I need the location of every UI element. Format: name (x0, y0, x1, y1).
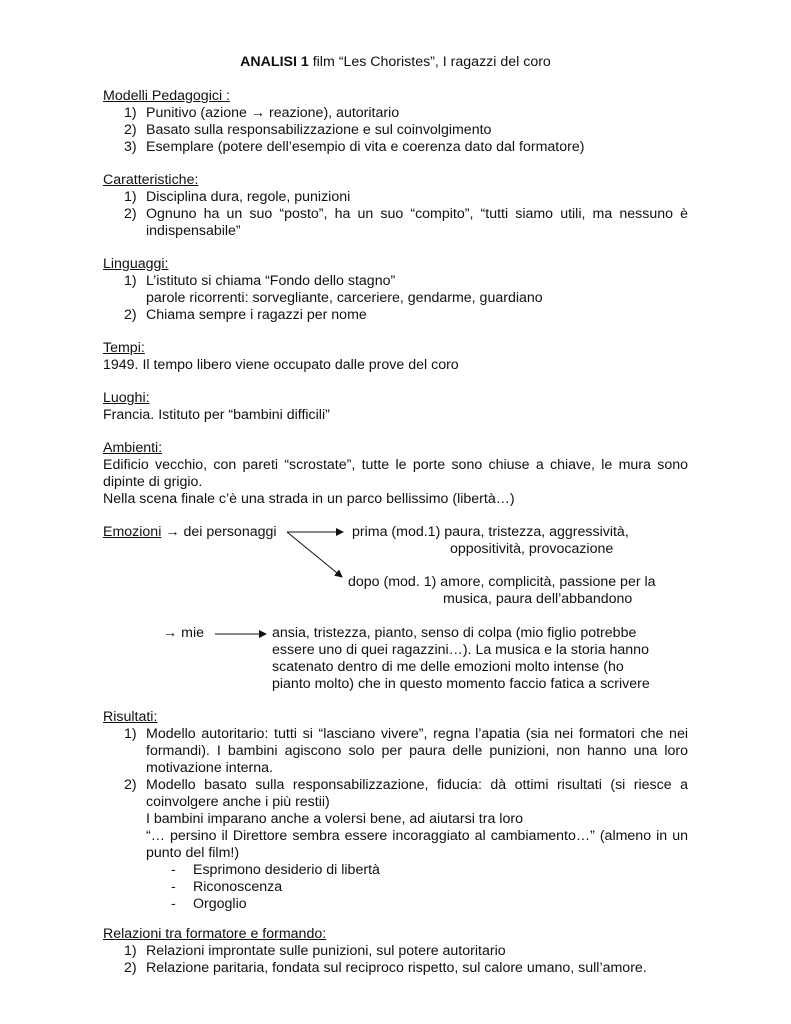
list-item (103, 960, 688, 977)
list-item (103, 307, 688, 324)
dash-marker: - (171, 879, 176, 895)
item-number: 2) (124, 206, 137, 222)
modelli-heading: Modelli Pedagogici : (103, 88, 230, 104)
item-number: 1) (124, 189, 137, 205)
item-text: Relazione paritaria, fondata sul reciproco rispetto, sul calore umano, sull’amore. (146, 960, 647, 976)
dash-text: Orgoglio (193, 896, 247, 912)
linguaggi-heading: Linguaggi: (103, 256, 169, 272)
item-text: Basato sulla responsabilizzazione e sul coinvolgimento (146, 122, 492, 138)
emozioni-dopo-1: dopo (mod. 1) amore, complicità, passione per la (348, 574, 656, 590)
emozioni-mie-line (163, 625, 204, 642)
list-item (103, 122, 688, 139)
dash-text: Riconoscenza (193, 879, 283, 895)
list-item (103, 273, 688, 290)
list-item (103, 189, 688, 206)
dash-item (171, 879, 688, 896)
item-number: 3) (124, 139, 137, 155)
section-linguaggi (103, 256, 688, 324)
ambienti-text-2: Nella scena finale c’è una strada in un parco bellissimo (libertà…) (103, 491, 515, 507)
item-number: 1) (124, 943, 137, 959)
tempi-text: 1949. Il tempo libero viene occupato dalle prove del coro (103, 357, 459, 373)
tempi-heading: Tempi: (103, 340, 145, 356)
relazioni-heading: Relazioni tra formatore e formando: (103, 926, 327, 942)
emozioni-prima-1: prima (mod.1) paura, tristezza, aggressività, (352, 524, 629, 540)
section-caratteristiche (103, 172, 688, 240)
list-item (103, 105, 688, 122)
item-subtext: “… persino il Direttore sembra essere incoraggiato al cambiamento…” (almeno in un punto del film!) (146, 828, 688, 861)
section-tempi (103, 340, 688, 374)
dash-list (171, 862, 688, 913)
dash-item (171, 862, 688, 879)
emozioni-mie-text: ansia, tristezza, pianto, senso di colpa (mio figlio potrebbe essere uno di quei ragazzini…). La musica e la storia hanno scatenato dentro di me delle emozioni molto intense (ho pianto molto) che in questo momento faccio fatica a scrivere (272, 625, 650, 692)
item-text: Punitivo (azione → reazione), autoritario (146, 105, 400, 121)
item-number: 2) (124, 777, 137, 793)
item-number: 1) (124, 726, 137, 742)
list-item (103, 943, 688, 960)
dash-marker: - (171, 862, 176, 878)
luoghi-text: Francia. Istituto per “bambini difficili” (103, 407, 330, 423)
list-item (103, 777, 688, 811)
item-subtext: parole ricorrenti: sorvegliante, carceriere, gendarme, guardiano (146, 290, 543, 306)
emozioni-line (103, 524, 277, 541)
item-text: Disciplina dura, regole, punizioni (146, 189, 351, 205)
arrow-dopo (287, 532, 342, 577)
title-rest: film “Les Choristes”, I ragazzi del coro (308, 54, 551, 70)
emozioni-heading: Emozioni (103, 524, 162, 540)
dash-text: Esprimono desiderio di libertà (193, 862, 380, 878)
ambienti-heading: Ambienti: (103, 440, 163, 456)
section-ambienti (103, 440, 688, 508)
risultati-heading: Risultati: (103, 709, 158, 725)
luoghi-heading: Luoghi: (103, 390, 150, 406)
dash-item (171, 896, 688, 913)
list-item (103, 139, 688, 156)
item-text: L’istituto si chiama “Fondo dello stagno” (146, 273, 396, 289)
dash-marker: - (171, 896, 176, 912)
item-text: Chiama sempre i ragazzi per nome (146, 307, 367, 323)
list-item (103, 726, 688, 777)
emozioni-label: dei personaggi (183, 524, 277, 540)
section-luoghi (103, 390, 688, 424)
item-number: 2) (124, 307, 137, 323)
item-text: Relazioni improntate sulle punizioni, sul potere autoritario (146, 943, 506, 959)
item-text: Modello autoritario: tutti si “lasciano vivere”, regna l’apatia (sia nei formatori che nei formandi). I bambini agiscono solo per paura delle punizioni, non hanno una loro motivazione interna. (146, 726, 688, 776)
list-item (103, 206, 688, 240)
section-risultati (103, 709, 688, 913)
item-text: Ognuno ha un suo “posto”, ha un suo “compito”, “tutti siamo utili, ma nessuno è indispensabile” (146, 206, 688, 239)
item-number: 2) (124, 122, 137, 138)
ambienti-text-1: Edificio vecchio, con pareti “scrostate”, tutte le porte sono chiuse a chiave, le mura sono dipinte di grigio. (103, 457, 688, 490)
caratteristiche-heading: Caratteristiche: (103, 172, 199, 188)
page-title (0, 54, 791, 71)
item-number: 2) (124, 960, 137, 976)
emozioni-dopo-2: musica, paura dell’abbandono (443, 591, 633, 607)
item-number: 1) (124, 105, 137, 121)
item-text: Esemplare (potere dell’esempio di vita e coerenza dato dal formatore) (146, 139, 585, 155)
right-arrow-icon: → (165, 524, 180, 540)
title-bold: ANALISI 1 (240, 54, 309, 70)
emozioni-prima-2: oppositività, provocazione (450, 541, 614, 557)
item-number: 1) (124, 273, 137, 289)
item-subtext: I bambini imparano anche a volersi bene, ad aiutarsi tra loro (146, 811, 523, 827)
right-arrow-icon: → (163, 625, 178, 641)
emozioni-mie-label: mie (181, 625, 205, 641)
item-text: Modello basato sulla responsabilizzazione, fiducia: dà ottimi risultati (si riesce a coinvolgere anche i più restii) (146, 777, 688, 810)
section-modelli (103, 88, 688, 156)
section-relazioni (103, 926, 688, 977)
